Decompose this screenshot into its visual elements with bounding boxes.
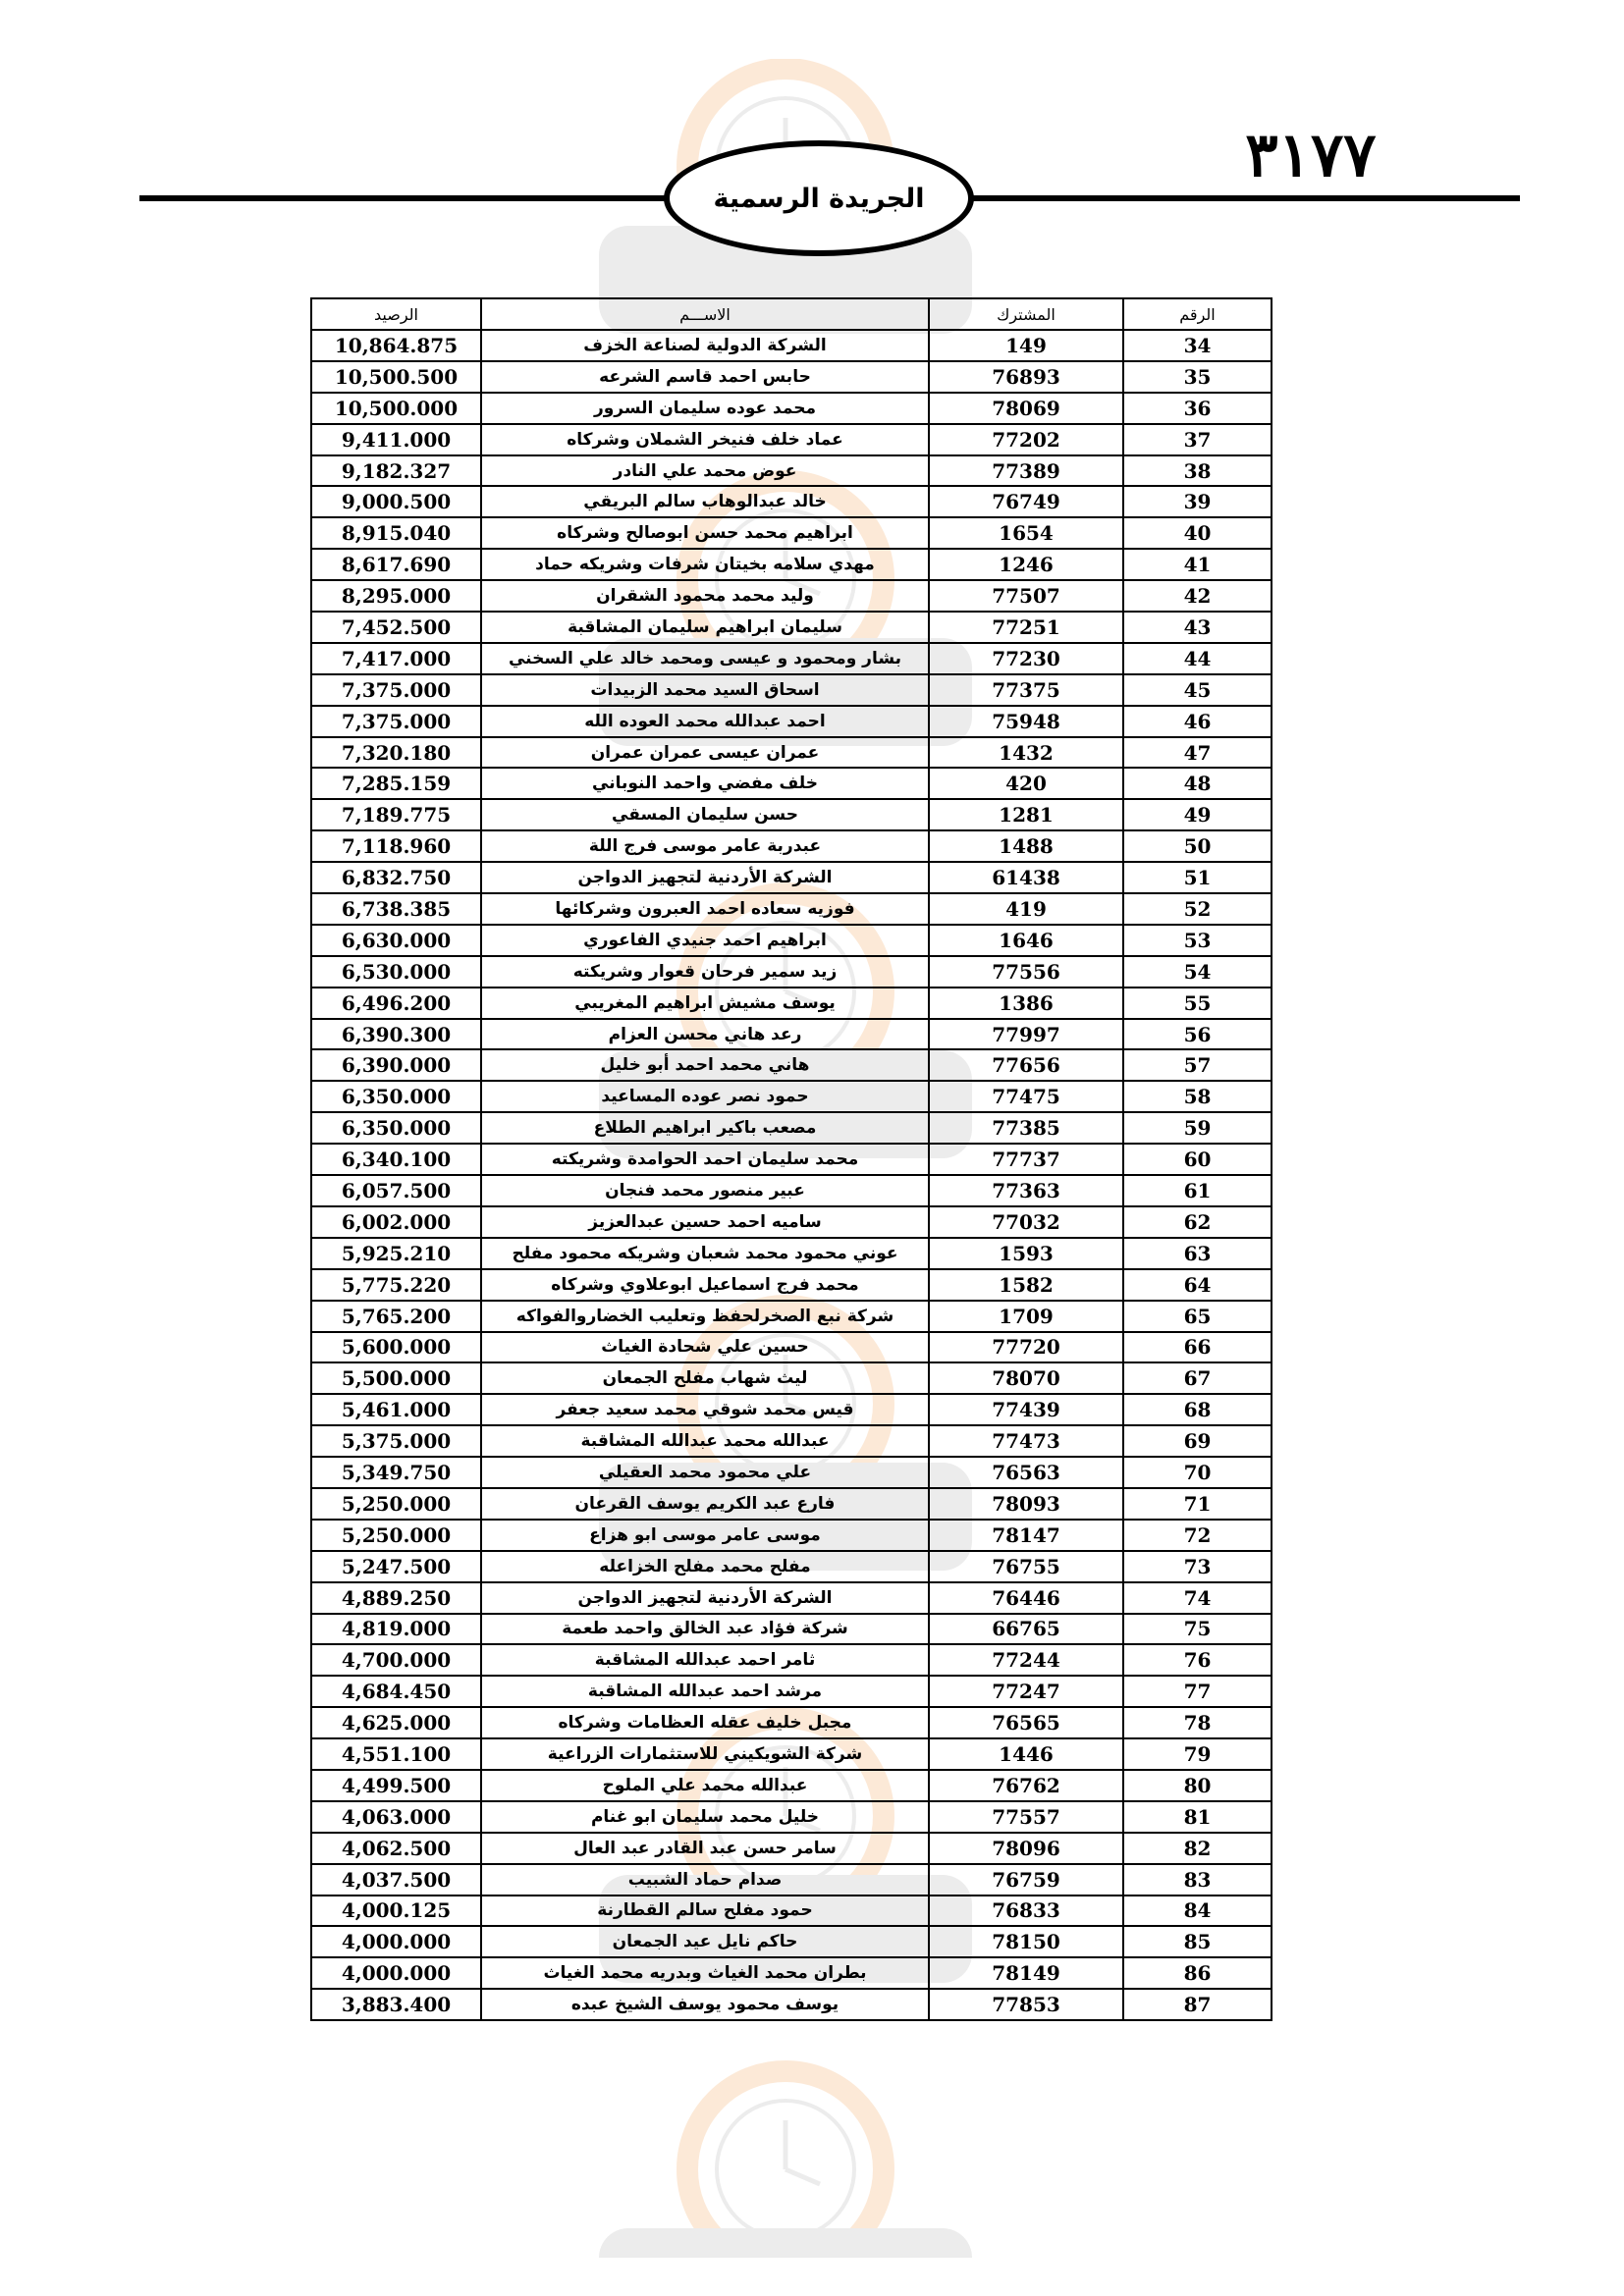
table-row: [311, 674, 1272, 706]
subscriber-id-cell: 78070: [929, 1362, 1123, 1394]
subscriber-id-cell: 77375: [929, 674, 1123, 706]
balance-cell: 10,864.875: [311, 330, 481, 361]
balance-cell: 4,700.000: [311, 1644, 481, 1676]
subscriber-id-cell: 77230: [929, 643, 1123, 674]
row-number-cell: 41: [1123, 549, 1272, 580]
balance-cell: 4,819.000: [311, 1614, 481, 1645]
balance-cell: 5,600.000: [311, 1332, 481, 1363]
row-number-cell: 60: [1123, 1144, 1272, 1175]
table-row: [311, 580, 1272, 612]
table-row: [311, 737, 1272, 769]
subscriber-id-cell: 77997: [929, 1019, 1123, 1050]
subscriber-id-cell: 77385: [929, 1112, 1123, 1144]
row-number-cell: 44: [1123, 643, 1272, 674]
table-row: [311, 1081, 1272, 1112]
balance-cell: 5,349.750: [311, 1457, 481, 1488]
row-number-cell: 76: [1123, 1644, 1272, 1676]
subscriber-id-cell: 77507: [929, 580, 1123, 612]
table-row: [311, 988, 1272, 1019]
table-row: [311, 1269, 1272, 1301]
name-cell: عوض محمد علي النادر: [481, 455, 929, 487]
row-number-cell: 39: [1123, 486, 1272, 517]
table-row: [311, 1864, 1272, 1896]
name-cell: الشركة الأردنية لتجهيز الدواجن: [481, 1582, 929, 1614]
table-row: [311, 1896, 1272, 1927]
subscriber-id-cell: 1646: [929, 925, 1123, 956]
subscriber-id-cell: 77202: [929, 424, 1123, 455]
subscriber-id-cell: 77439: [929, 1394, 1123, 1425]
row-number-cell: 77: [1123, 1676, 1272, 1707]
subscriber-id-cell: 77737: [929, 1144, 1123, 1175]
subscriber-id-cell: 1654: [929, 517, 1123, 549]
table-row: [311, 768, 1272, 799]
subscriber-id-cell: 149: [929, 330, 1123, 361]
subscriber-id-cell: 1593: [929, 1238, 1123, 1269]
table-row: [311, 1301, 1272, 1332]
subscriber-id-cell: 66765: [929, 1614, 1123, 1645]
subscriber-id-cell: 76755: [929, 1551, 1123, 1582]
name-cell: مرشد احمد عبدالله المشاقبة: [481, 1676, 929, 1707]
table-row: [311, 1614, 1272, 1645]
name-cell: محمد فرج اسماعيل ابوعلاوي وشركاه: [481, 1269, 929, 1301]
subscriber-id-cell: 76893: [929, 361, 1123, 393]
balance-cell: 4,000.125: [311, 1896, 481, 1927]
name-cell: شركة فؤاد عبد الخالق واحمد طعمة: [481, 1614, 929, 1645]
row-number-cell: 69: [1123, 1425, 1272, 1457]
table-row: [311, 1175, 1272, 1206]
balance-cell: 4,551.100: [311, 1738, 481, 1770]
name-cell: عبدالله محمد علي الملوح: [481, 1770, 929, 1801]
row-number-cell: 80: [1123, 1770, 1272, 1801]
name-cell: صدام حماد الشبيب: [481, 1864, 929, 1896]
row-number-cell: 59: [1123, 1112, 1272, 1144]
row-number-cell: 57: [1123, 1049, 1272, 1081]
balance-cell: 4,037.500: [311, 1864, 481, 1896]
subscriber-id-cell: 420: [929, 768, 1123, 799]
subscriber-id-cell: 61438: [929, 862, 1123, 893]
table-row: [311, 1551, 1272, 1582]
subscriber-id-cell: 77251: [929, 612, 1123, 643]
subscriber-id-cell: 76446: [929, 1582, 1123, 1614]
table-row: [311, 1926, 1272, 1957]
row-number-cell: 72: [1123, 1520, 1272, 1551]
name-cell: خالد عبدالوهاب سالم البريقي: [481, 486, 929, 517]
name-cell: عبدالله محمد عبدالله المشاقبة: [481, 1425, 929, 1457]
balances-table: [310, 297, 1272, 2021]
name-cell: عبدربة عامر موسى فرج اللة: [481, 830, 929, 862]
name-cell: ساميه احمد حسين عبدالعزيز: [481, 1206, 929, 1238]
table-row: [311, 1738, 1272, 1770]
subscriber-id-cell: 77363: [929, 1175, 1123, 1206]
name-cell: ابراهيم محمد حسن ابوصالح وشركاه: [481, 517, 929, 549]
table-row: [311, 486, 1272, 517]
name-cell: بشار ومحمود و عيسى ومحمد خالد علي السخني: [481, 643, 929, 674]
balance-cell: 6,390.000: [311, 1049, 481, 1081]
name-cell: يوسف محمود يوسف الشيخ عبده: [481, 1989, 929, 2020]
row-number-cell: 45: [1123, 674, 1272, 706]
column-header-subscriber: المشترك: [929, 298, 1123, 330]
name-cell: زيد سمير فرحان قعوار وشريكته: [481, 956, 929, 988]
subscriber-id-cell: 78149: [929, 1957, 1123, 1989]
table-row: [311, 893, 1272, 925]
table-row: [311, 1644, 1272, 1676]
subscriber-id-cell: 77247: [929, 1676, 1123, 1707]
name-cell: عوني محمود محمد شعبان وشريكه محمود مفلح: [481, 1238, 929, 1269]
row-number-cell: 37: [1123, 424, 1272, 455]
subscriber-id-cell: 75948: [929, 706, 1123, 737]
row-number-cell: 47: [1123, 737, 1272, 769]
table-row: [311, 1457, 1272, 1488]
column-header-balance: الرصيد: [311, 298, 481, 330]
balance-cell: 6,496.200: [311, 988, 481, 1019]
table-row: [311, 862, 1272, 893]
balance-cell: 5,765.200: [311, 1301, 481, 1332]
name-cell: اسحاق السيد محمد الزبيدات: [481, 674, 929, 706]
balance-cell: 5,247.500: [311, 1551, 481, 1582]
row-number-cell: 58: [1123, 1081, 1272, 1112]
subscriber-id-cell: 78069: [929, 393, 1123, 424]
row-number-cell: 34: [1123, 330, 1272, 361]
table-row: [311, 361, 1272, 393]
name-cell: حاكم نايل عيد الجمعان: [481, 1926, 929, 1957]
name-cell: الشركة الأردنية لتجهيز الدواجن: [481, 862, 929, 893]
name-cell: محمد عوده سليمان السرور: [481, 393, 929, 424]
subscriber-id-cell: 77557: [929, 1801, 1123, 1833]
subscriber-id-cell: 77032: [929, 1206, 1123, 1238]
table-row: [311, 925, 1272, 956]
row-number-cell: 81: [1123, 1801, 1272, 1833]
row-number-cell: 86: [1123, 1957, 1272, 1989]
name-cell: قيس محمد شوقي محمد سعيد جعفر: [481, 1394, 929, 1425]
name-cell: محمد سليمان احمد الحوامدة وشريكته: [481, 1144, 929, 1175]
balance-cell: 6,630.000: [311, 925, 481, 956]
table-row: [311, 1520, 1272, 1551]
table-row: [311, 517, 1272, 549]
table-row: [311, 1332, 1272, 1363]
balance-cell: 4,684.450: [311, 1676, 481, 1707]
table-row: [311, 1144, 1272, 1175]
table-body: [311, 330, 1272, 2020]
table-row: [311, 1112, 1272, 1144]
balance-cell: 10,500.500: [311, 361, 481, 393]
name-cell: وليد محمد محمود الشقران: [481, 580, 929, 612]
subscriber-id-cell: 77556: [929, 956, 1123, 988]
name-cell: حسن سليمان المسقي: [481, 799, 929, 830]
table-row: [311, 330, 1272, 361]
name-cell: مجبل خليف عقله العظامات وشركاه: [481, 1707, 929, 1738]
table-row: [311, 1206, 1272, 1238]
subscriber-id-cell: 76762: [929, 1770, 1123, 1801]
row-number-cell: 66: [1123, 1332, 1272, 1363]
table-row: [311, 1707, 1272, 1738]
subscriber-id-cell: 1281: [929, 799, 1123, 830]
balance-cell: 8,915.040: [311, 517, 481, 549]
row-number-cell: 48: [1123, 768, 1272, 799]
table-row: [311, 424, 1272, 455]
balance-cell: 4,063.000: [311, 1801, 481, 1833]
balance-cell: 8,617.690: [311, 549, 481, 580]
table-row: [311, 1676, 1272, 1707]
subscriber-id-cell: 76565: [929, 1707, 1123, 1738]
balance-cell: 4,000.000: [311, 1926, 481, 1957]
name-cell: فوزيه سعاده احمد العبرون وشركائها: [481, 893, 929, 925]
table-row: [311, 1582, 1272, 1614]
subscriber-id-cell: 1246: [929, 549, 1123, 580]
balance-cell: 5,375.000: [311, 1425, 481, 1457]
table-row: [311, 1049, 1272, 1081]
table-row: [311, 1362, 1272, 1394]
table-row: [311, 956, 1272, 988]
balance-cell: 7,285.159: [311, 768, 481, 799]
subscriber-id-cell: 1582: [929, 1269, 1123, 1301]
row-number-cell: 46: [1123, 706, 1272, 737]
table-row: [311, 1425, 1272, 1457]
subscriber-id-cell: 419: [929, 893, 1123, 925]
balance-cell: 7,189.775: [311, 799, 481, 830]
table-row: [311, 706, 1272, 737]
balance-cell: 10,500.000: [311, 393, 481, 424]
name-cell: مهدي سلامه بخيتان شرفات وشريكه حماد: [481, 549, 929, 580]
row-number-cell: 71: [1123, 1488, 1272, 1520]
row-number-cell: 51: [1123, 862, 1272, 893]
subscriber-id-cell: 77853: [929, 1989, 1123, 2020]
row-number-cell: 73: [1123, 1551, 1272, 1582]
name-cell: حمود مفلح سالم القطارنة: [481, 1896, 929, 1927]
name-cell: عبير منصور محمد فنجان: [481, 1175, 929, 1206]
row-number-cell: 50: [1123, 830, 1272, 862]
subscriber-id-cell: 76833: [929, 1896, 1123, 1927]
row-number-cell: 43: [1123, 612, 1272, 643]
subscriber-id-cell: 78147: [929, 1520, 1123, 1551]
name-cell: فارع عبد الكريم يوسف القرعان: [481, 1488, 929, 1520]
table-row: [311, 455, 1272, 487]
name-cell: سامر حسن عبد القادر عبد العال: [481, 1833, 929, 1864]
subscriber-id-cell: 77656: [929, 1049, 1123, 1081]
balance-cell: 6,530.000: [311, 956, 481, 988]
balance-cell: 7,118.960: [311, 830, 481, 862]
subscriber-id-cell: 77720: [929, 1332, 1123, 1363]
name-cell: شركة نبع الصخرلحفظ وتعليب الخضاروالفواكه: [481, 1301, 929, 1332]
name-cell: موسى عامر موسى ابو هزاع: [481, 1520, 929, 1551]
masthead-oval: [664, 140, 974, 256]
row-number-cell: 70: [1123, 1457, 1272, 1488]
row-number-cell: 54: [1123, 956, 1272, 988]
table-row: [311, 643, 1272, 674]
subscriber-id-cell: 1709: [929, 1301, 1123, 1332]
table-row: [311, 1770, 1272, 1801]
balance-cell: 6,350.000: [311, 1081, 481, 1112]
table-row: [311, 1801, 1272, 1833]
balance-cell: 5,775.220: [311, 1269, 481, 1301]
balance-cell: 5,250.000: [311, 1488, 481, 1520]
name-cell: خليل محمد سليمان ابو غنام: [481, 1801, 929, 1833]
table-header-row: [311, 298, 1272, 330]
row-number-cell: 83: [1123, 1864, 1272, 1896]
subscriber-id-cell: 78150: [929, 1926, 1123, 1957]
balance-cell: 9,182.327: [311, 455, 481, 487]
row-number-cell: 49: [1123, 799, 1272, 830]
row-number-cell: 68: [1123, 1394, 1272, 1425]
row-number-cell: 82: [1123, 1833, 1272, 1864]
name-cell: الشركة الدولية لصناعة الخزف: [481, 330, 929, 361]
subscriber-id-cell: 76563: [929, 1457, 1123, 1488]
name-cell: مفلح محمد مفلح الخزاعله: [481, 1551, 929, 1582]
table-row: [311, 612, 1272, 643]
row-number-cell: 63: [1123, 1238, 1272, 1269]
column-header-name: الاســـم: [481, 298, 929, 330]
balance-cell: 3,883.400: [311, 1989, 481, 2020]
balance-cell: 7,375.000: [311, 706, 481, 737]
subscriber-id-cell: 1432: [929, 737, 1123, 769]
name-cell: بطران محمد الغياث وبدريه محمد الغياث: [481, 1957, 929, 1989]
balance-cell: 6,340.100: [311, 1144, 481, 1175]
page-number: ٣١٧٧: [1245, 119, 1377, 190]
table-row: [311, 1019, 1272, 1050]
balance-cell: 7,452.500: [311, 612, 481, 643]
balance-cell: 6,057.500: [311, 1175, 481, 1206]
balance-cell: 8,295.000: [311, 580, 481, 612]
table-row: [311, 1957, 1272, 1989]
name-cell: حابس احمد قاسم الشرعه: [481, 361, 929, 393]
table-row: [311, 1238, 1272, 1269]
balance-cell: 5,925.210: [311, 1238, 481, 1269]
name-cell: يوسف مشيش ابراهيم المغريبي: [481, 988, 929, 1019]
name-cell: احمد عبدالله محمد العوده الله: [481, 706, 929, 737]
name-cell: خلف مفضي واحمد النوباني: [481, 768, 929, 799]
table-row: [311, 1833, 1272, 1864]
row-number-cell: 61: [1123, 1175, 1272, 1206]
name-cell: ثامر احمد عبدالله المشاقبة: [481, 1644, 929, 1676]
table-row: [311, 830, 1272, 862]
name-cell: مصعب باكير ابراهيم الطلاع: [481, 1112, 929, 1144]
row-number-cell: 62: [1123, 1206, 1272, 1238]
row-number-cell: 56: [1123, 1019, 1272, 1050]
row-number-cell: 79: [1123, 1738, 1272, 1770]
name-cell: ابراهيم احمد جنيدي الفاعوري: [481, 925, 929, 956]
subscriber-id-cell: 76759: [929, 1864, 1123, 1896]
table-row: [311, 1989, 1272, 2020]
name-cell: حسين علي شحادة الغياث: [481, 1332, 929, 1363]
name-cell: شركة الشويكيني للاستثمارات الزراعية: [481, 1738, 929, 1770]
balance-cell: 9,000.500: [311, 486, 481, 517]
subscriber-id-cell: 77244: [929, 1644, 1123, 1676]
row-number-cell: 40: [1123, 517, 1272, 549]
row-number-cell: 65: [1123, 1301, 1272, 1332]
subscriber-id-cell: 1488: [929, 830, 1123, 862]
balance-cell: 9,411.000: [311, 424, 481, 455]
name-cell: هاني محمد احمد أبو خليل: [481, 1049, 929, 1081]
name-cell: سليمان ابراهيم سليمان المشاقبة: [481, 612, 929, 643]
row-number-cell: 55: [1123, 988, 1272, 1019]
subscriber-id-cell: 1446: [929, 1738, 1123, 1770]
subscriber-id-cell: 77473: [929, 1425, 1123, 1457]
subscriber-id-cell: 78096: [929, 1833, 1123, 1864]
row-number-cell: 78: [1123, 1707, 1272, 1738]
balance-cell: 4,062.500: [311, 1833, 481, 1864]
row-number-cell: 87: [1123, 1989, 1272, 2020]
balance-cell: 5,461.000: [311, 1394, 481, 1425]
name-cell: رعد هاني محسن العزام: [481, 1019, 929, 1050]
balance-cell: 4,499.500: [311, 1770, 481, 1801]
name-cell: حمود نصر عوده المساعيد: [481, 1081, 929, 1112]
table-row: [311, 1394, 1272, 1425]
row-number-cell: 38: [1123, 455, 1272, 487]
balance-cell: 4,000.000: [311, 1957, 481, 1989]
balance-cell: 6,738.385: [311, 893, 481, 925]
balance-cell: 4,625.000: [311, 1707, 481, 1738]
row-number-cell: 64: [1123, 1269, 1272, 1301]
balance-cell: 5,250.000: [311, 1520, 481, 1551]
row-number-cell: 75: [1123, 1614, 1272, 1645]
balance-cell: 6,832.750: [311, 862, 481, 893]
subscriber-id-cell: 76749: [929, 486, 1123, 517]
row-number-cell: 52: [1123, 893, 1272, 925]
table-row: [311, 549, 1272, 580]
row-number-cell: 53: [1123, 925, 1272, 956]
subscriber-id-cell: 77475: [929, 1081, 1123, 1112]
table-row: [311, 799, 1272, 830]
table-row: [311, 1488, 1272, 1520]
balance-cell: 6,390.300: [311, 1019, 481, 1050]
balance-cell: 6,002.000: [311, 1206, 481, 1238]
balance-cell: 7,320.180: [311, 737, 481, 769]
table-row: [311, 393, 1272, 424]
masthead-title: الجريدة الرسمية: [713, 183, 925, 214]
column-header-number: الرقم: [1123, 298, 1272, 330]
subscriber-id-cell: 77389: [929, 455, 1123, 487]
balance-cell: 5,500.000: [311, 1362, 481, 1394]
row-number-cell: 42: [1123, 580, 1272, 612]
balance-cell: 4,889.250: [311, 1582, 481, 1614]
subscriber-id-cell: 1386: [929, 988, 1123, 1019]
name-cell: علي محمود محمد العقيلي: [481, 1457, 929, 1488]
row-number-cell: 35: [1123, 361, 1272, 393]
name-cell: عماد خلف فنيخر الشملان وشركاه: [481, 424, 929, 455]
name-cell: عمران عيسى عمران عمران: [481, 737, 929, 769]
row-number-cell: 85: [1123, 1926, 1272, 1957]
row-number-cell: 67: [1123, 1362, 1272, 1394]
name-cell: ليث شهاب مفلح الجمعان: [481, 1362, 929, 1394]
row-number-cell: 36: [1123, 393, 1272, 424]
balance-cell: 7,417.000: [311, 643, 481, 674]
balance-cell: 6,350.000: [311, 1112, 481, 1144]
balance-cell: 7,375.000: [311, 674, 481, 706]
row-number-cell: 74: [1123, 1582, 1272, 1614]
subscriber-id-cell: 78093: [929, 1488, 1123, 1520]
row-number-cell: 84: [1123, 1896, 1272, 1927]
